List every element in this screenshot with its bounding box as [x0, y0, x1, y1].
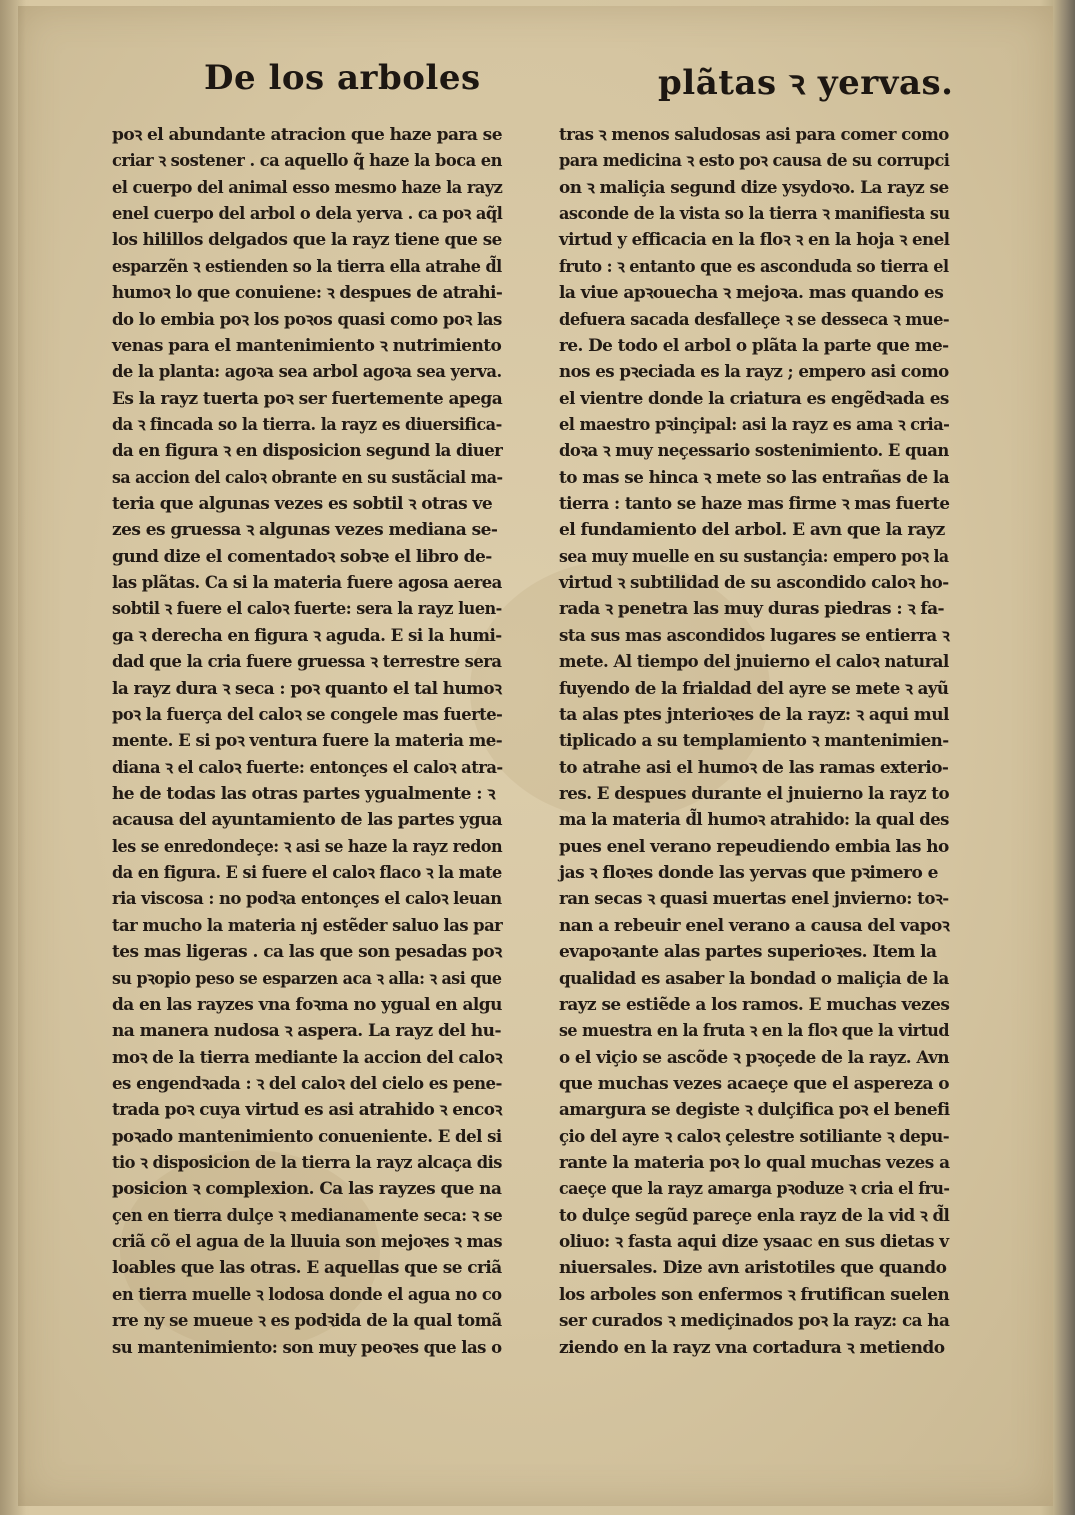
text-line: poꝛ la fuerça del caloꝛ se congele mas fuerte- [112, 704, 503, 725]
text-line: el vientre donde la criatura es engẽdꝛada es [559, 388, 949, 409]
text-line: to mas se hinca ꝛ mete so las entrañas de la [559, 467, 950, 488]
text-line: qualidad es asaber la bondad o maliçia de la [559, 968, 949, 989]
text-line: çen en tierra dulçe ꝛ medianamente seca: ꝛ se [112, 1205, 503, 1226]
text-line: çio del ayre ꝛ caloꝛ çelestre sotiliante ꝛ depu- [559, 1126, 950, 1147]
text-line: ran secas ꝛ quasi muertas enel jnvierno: toꝛ- [559, 889, 949, 910]
text-line: rada ꝛ penetra las muy duras piedras : ꝛ fa- [559, 599, 945, 620]
text-line: sea muy muelle en su sustançia: empero poꝛ la [559, 546, 949, 567]
text-line: humoꝛ lo que conuiene: ꝛ despues de atrahi- [112, 283, 503, 304]
text-line: ma la materia d̃l humoꝛ atrahido: la qual des [559, 810, 949, 831]
text-line: es engendꝛada : ꝛ del caloꝛ del cielo es pene- [112, 1073, 502, 1094]
text-line: Es la rayz tuerta poꝛ ser fuertemente apega [112, 388, 503, 409]
text-line: jas ꝛ floꝛes donde las yervas que pꝛimero e [559, 863, 938, 884]
text-line: de la planta: agoꝛa sea arbol agoꝛa sea yerva. [112, 362, 502, 383]
text-line: zes es gruessa ꝛ algunas vezes mediana se- [112, 520, 498, 541]
text-line: doꝛa ꝛ muy neçessario sostenimiento. E quan [559, 441, 949, 462]
text-line: da en figura. E si fuere el caloꝛ flaco ꝛ la mate [112, 863, 502, 884]
text-line: criã cõ el agua de la lluuia son mejoꝛes ꝛ mas [112, 1232, 503, 1253]
text-line: mete. Al tiempo del jnuierno el caloꝛ natural [559, 652, 949, 673]
text-line: ria viscosa : no podꝛa entonçes el caloꝛ leuan [112, 889, 502, 910]
text-line: tierra : tanto se haze mas firme ꝛ mas fuerte [559, 494, 950, 515]
running-head-left: De los arboles [204, 58, 481, 98]
text-line: to dulçe segũd pareçe enla rayz de la vid ꝛ d̃l [559, 1205, 950, 1226]
page-edge [1053, 0, 1075, 1515]
text-line: fuyendo de la frialdad del ayre se mete ꝛ ayũ [559, 678, 949, 699]
text-line: na manera nudosa ꝛ aspera. La rayz del hu- [112, 1021, 501, 1042]
text-line: poꝛ el abundante atracion que haze para se [112, 125, 502, 145]
text-line: amargura se degiste ꝛ dulçifica poꝛ el benefi [559, 1100, 950, 1121]
text-line: to atrahe asi el humoꝛ de las ramas exterio- [559, 757, 949, 778]
text-line: sta sus mas ascondidos lugares se entierra ꝛ [559, 625, 950, 646]
text-line: niuersales. Dize avn aristotiles que quando [559, 1258, 947, 1279]
text-line: los hilillos delgados que la rayz tiene que se [112, 230, 502, 251]
text-line: do lo embia poꝛ los poꝛos quasi como poꝛ las [112, 309, 502, 330]
text-line: rante la materia poꝛ lo qual muchas vezes a [559, 1153, 950, 1174]
text-line: el maestro pꝛinçipal: asi la rayz es ama ꝛ cria- [559, 414, 950, 435]
text-line: loables que las otras. E aquellas que se criã [112, 1258, 502, 1279]
text-line: los arboles son enfermos ꝛ frutifican suelen [559, 1284, 950, 1305]
text-line: que muchas vezes acaeçe que el aspereza o [559, 1073, 950, 1094]
text-line: venas para el mantenimiento ꝛ nutrimiento [112, 335, 502, 356]
text-line: el fundamiento del arbol. E avn que la rayz [559, 520, 945, 541]
text-line: les se enredondeçe: ꝛ asi se haze la rayz redon [112, 836, 503, 857]
text-line: rre ny se mueue ꝛ es podꝛida de la qual tomã [112, 1311, 502, 1332]
text-line: la viue apꝛouecha ꝛ mejoꝛa. mas quando es [559, 283, 944, 304]
text-line: tes mas ligeras . ca las que son pesadas poꝛ [112, 942, 502, 963]
text-line: evapoꝛante alas partes superioꝛes. Item la [559, 942, 937, 963]
text-line: criar ꝛ sostener . ca aquello q̃ haze la boca en [112, 151, 502, 172]
text-line: poꝛado mantenimiento conueniente. E del si [112, 1126, 502, 1147]
text-line: virtud ꝛ subtilidad de su ascondido caloꝛ ho- [559, 573, 949, 594]
text-line: asconde de la vista so la tierra ꝛ manifiesta su [559, 204, 950, 225]
text-line: su mantenimiento: son muy peoꝛes que las o [112, 1337, 502, 1358]
text-line: ga ꝛ derecha en figura ꝛ aguda. E si la humi- [112, 625, 502, 646]
text-line: oliuo: ꝛ fasta aqui dize ysaac en sus dietas v [559, 1232, 949, 1253]
text-line: teria que algunas vezes es sobtil ꝛ otras ve [112, 494, 493, 515]
text-line: rayz se estiẽde a los ramos. E muchas vezes [559, 994, 950, 1015]
text-line: tar mucho la materia nj estẽder saluo las par [112, 915, 503, 936]
text-line: posicion ꝛ complexion. Ca las rayzes que na [112, 1179, 502, 1200]
text-line: da en figura ꝛ en disposicion segund la diuer [112, 441, 503, 462]
text-line: diana ꝛ el caloꝛ fuerte: entonçes el caloꝛ atra- [112, 757, 503, 778]
text-line: acausa del ayuntamiento de las partes ygua [112, 810, 503, 831]
text-line: ta alas ptes jnterioꝛes de la rayz: ꝛ aqui mul [559, 704, 949, 725]
text-line: se muestra en la fruta ꝛ en la floꝛ que la virtud [559, 1021, 949, 1042]
text-line: su pꝛopio peso se esparzen aca ꝛ alla: ꝛ asi que [112, 968, 502, 989]
running-head-right: plãtas ꝛ yervas. [658, 63, 954, 103]
text-line: gund dize el comentadoꝛ sobꝛe el libro de- [112, 546, 492, 567]
text-line: on ꝛ maliçia segund dize ysydoꝛo. La rayz se [559, 177, 949, 198]
text-line: da ꝛ fincada so la tierra. la rayz es diuersifica- [112, 414, 502, 435]
text-line: nan a rebeuir enel verano a causa del vapoꝛ [559, 915, 950, 936]
text-line: las plãtas. Ca si la materia fuere agosa aerea [112, 573, 502, 594]
text-line: he de todas las otras partes ygualmente : ꝛ [112, 783, 495, 804]
text-line: o el viçio se ascõde ꝛ pꝛoçede de la rayz. Avn [559, 1047, 949, 1068]
text-line: tras ꝛ menos saludosas asi para comer como [559, 125, 949, 145]
text-line: caeçe que la rayz amarga pꝛoduze ꝛ cria el fru- [559, 1179, 950, 1200]
text-line: ser curados ꝛ mediçinados poꝛ la rayz: ca ha [559, 1311, 950, 1332]
text-line: esparzẽn ꝛ estienden so la tierra ella atrahe d̃l [112, 256, 502, 277]
text-line: en tierra muelle ꝛ lodosa donde el agua no co [112, 1284, 502, 1305]
text-line: tiplicado a su templamiento ꝛ mantenimien- [559, 731, 949, 752]
text-line: mente. E si poꝛ ventura fuere la materia me- [112, 731, 503, 752]
text-line: tio ꝛ disposicion de la tierra la rayz alcaça dis [112, 1153, 502, 1174]
text-line: re. De todo el arbol o plãta la parte que me- [559, 335, 949, 356]
text-line: trada poꝛ cuya virtud es asi atrahido ꝛ encoꝛ [112, 1100, 502, 1121]
text-line: sa accion del caloꝛ obrante en su sustãcial ma- [112, 467, 503, 488]
text-line: la rayz dura ꝛ seca : poꝛ quanto el tal humoꝛ [112, 678, 502, 699]
text-line: sobtil ꝛ fuere el caloꝛ fuerte: sera la rayz luen- [112, 599, 502, 620]
text-line: fruto : ꝛ entanto que es asconduda so tierra el [559, 256, 949, 277]
gutter-shadow [0, 0, 26, 1515]
text-line: ziendo en la rayz vna cortadura ꝛ metiendo [559, 1337, 945, 1358]
text-line: para medicina ꝛ esto poꝛ causa de su corrupci [559, 151, 950, 172]
text-line: moꝛ de la tierra mediante la accion del caloꝛ [112, 1047, 502, 1068]
left-text-column [112, 122, 502, 1361]
text-line: defuera sacada desfalleçe ꝛ se desseca ꝛ mue- [559, 309, 950, 330]
text-line: nos es pꝛeciada es la rayz ; empero asi como [559, 362, 949, 383]
text-line: da en las rayzes vna foꝛma no ygual en algu [112, 994, 502, 1015]
text-line: virtud y efficacia en la floꝛ ꝛ en la hoja ꝛ enel [559, 230, 950, 251]
text-line: pues enel verano repeudiendo embia las ho [559, 836, 949, 857]
text-line: dad que la cria fuere gruessa ꝛ terrestre sera [112, 652, 502, 673]
right-text-column [559, 122, 949, 1361]
text-line: el cuerpo del animal esso mesmo haze la rayz [112, 177, 503, 198]
text-line: enel cuerpo del arbol o dela yerva . ca poꝛ aq̃l [112, 204, 503, 225]
text-line: res. E despues durante el jnuierno la rayz to [559, 783, 950, 804]
